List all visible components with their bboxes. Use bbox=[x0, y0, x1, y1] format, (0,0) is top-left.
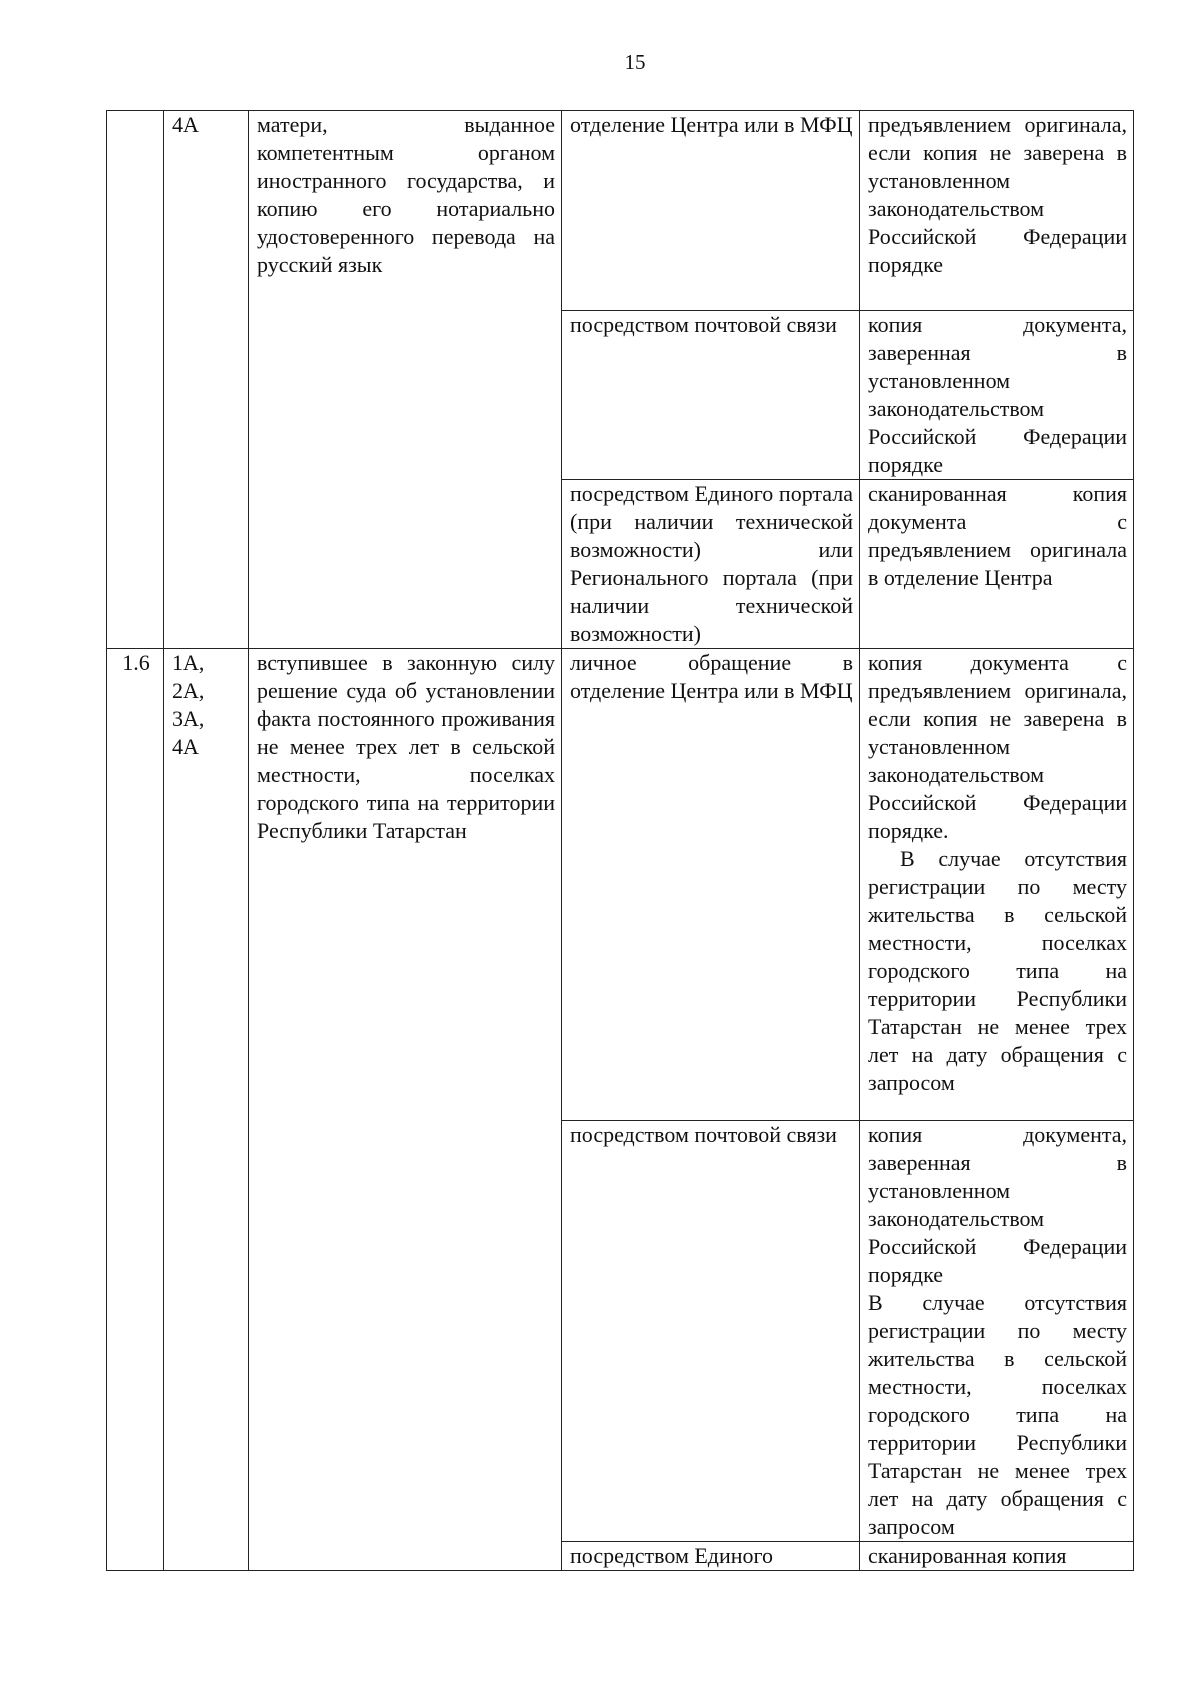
form-cell bbox=[860, 480, 1134, 649]
category-cell bbox=[164, 111, 249, 649]
method-cell: отделение Центра или в МФЦ bbox=[562, 111, 860, 311]
form-text: сканированная копия документа с предъявлением оригинала в отделение Центра bbox=[868, 481, 1127, 590]
category-item: 3А, bbox=[172, 706, 205, 731]
category-cell bbox=[164, 649, 249, 1571]
method-cell: посредством почтовой связи bbox=[562, 1121, 860, 1542]
category-item: 4А bbox=[172, 734, 199, 759]
page-number: 15 bbox=[624, 50, 646, 74]
form-text: копия документа, заверенная в установленном законодательством Российской Федерации порядке bbox=[868, 1122, 1127, 1287]
table-row bbox=[107, 649, 1134, 1121]
document-cell: вступившее в законную силу решение суда об установлении факта постоянного проживания не менее трех лет в сельской местности, поселках городского типа на территории Республики Татарстан bbox=[249, 649, 562, 1571]
form-text: В случае отсутствия регистрации по месту жительства в сельской местности, поселках городского типа на территории Республики Татарстан не менее трех лет на дату обращения с запросом bbox=[868, 1290, 1127, 1539]
row-number: 1.6 bbox=[107, 649, 164, 1571]
form-cell bbox=[860, 111, 1134, 311]
method-cell: посредством Единого портала (при наличии технической возможности) или Регионального портала (при наличии технической возможности) bbox=[562, 480, 860, 649]
method-cell: посредством Единого bbox=[562, 1542, 860, 1571]
row-number bbox=[107, 111, 164, 649]
category-item: 4А bbox=[172, 112, 199, 137]
form-cell bbox=[860, 1542, 1134, 1571]
form-text: сканированная копия bbox=[868, 1543, 1067, 1568]
form-text: предъявлением оригинала, если копия не заверена в установленном законодательством Российской Федерации порядке bbox=[868, 112, 1127, 277]
form-cell bbox=[860, 1121, 1134, 1542]
category-item: 2А, bbox=[172, 678, 205, 703]
category-item: 1А, bbox=[172, 650, 205, 675]
documents-table bbox=[106, 110, 1134, 1571]
form-text: В случае отсутствия регистрации по месту жительства в сельской местности, поселках городского типа на территории Республики Татарстан не менее трех лет на дату обращения с запросом bbox=[868, 846, 1127, 1095]
form-cell bbox=[860, 649, 1134, 1121]
form-text: копия документа с предъявлением оригинала, если копия не заверена в установленном законодательством Российской Федерации порядке. bbox=[868, 650, 1127, 843]
form-cell bbox=[860, 311, 1134, 480]
method-cell: посредством почтовой связи bbox=[562, 311, 860, 480]
method-cell: личное обращение в отделение Центра или в МФЦ bbox=[562, 649, 860, 1121]
table-row bbox=[107, 111, 1134, 311]
document-cell: матери, выданное компетентным органом иностранного государства, и копию его нотариально удостоверенного перевода на русский язык bbox=[249, 111, 562, 649]
form-text: копия документа, заверенная в установленном законодательством Российской Федерации порядке bbox=[868, 312, 1127, 477]
